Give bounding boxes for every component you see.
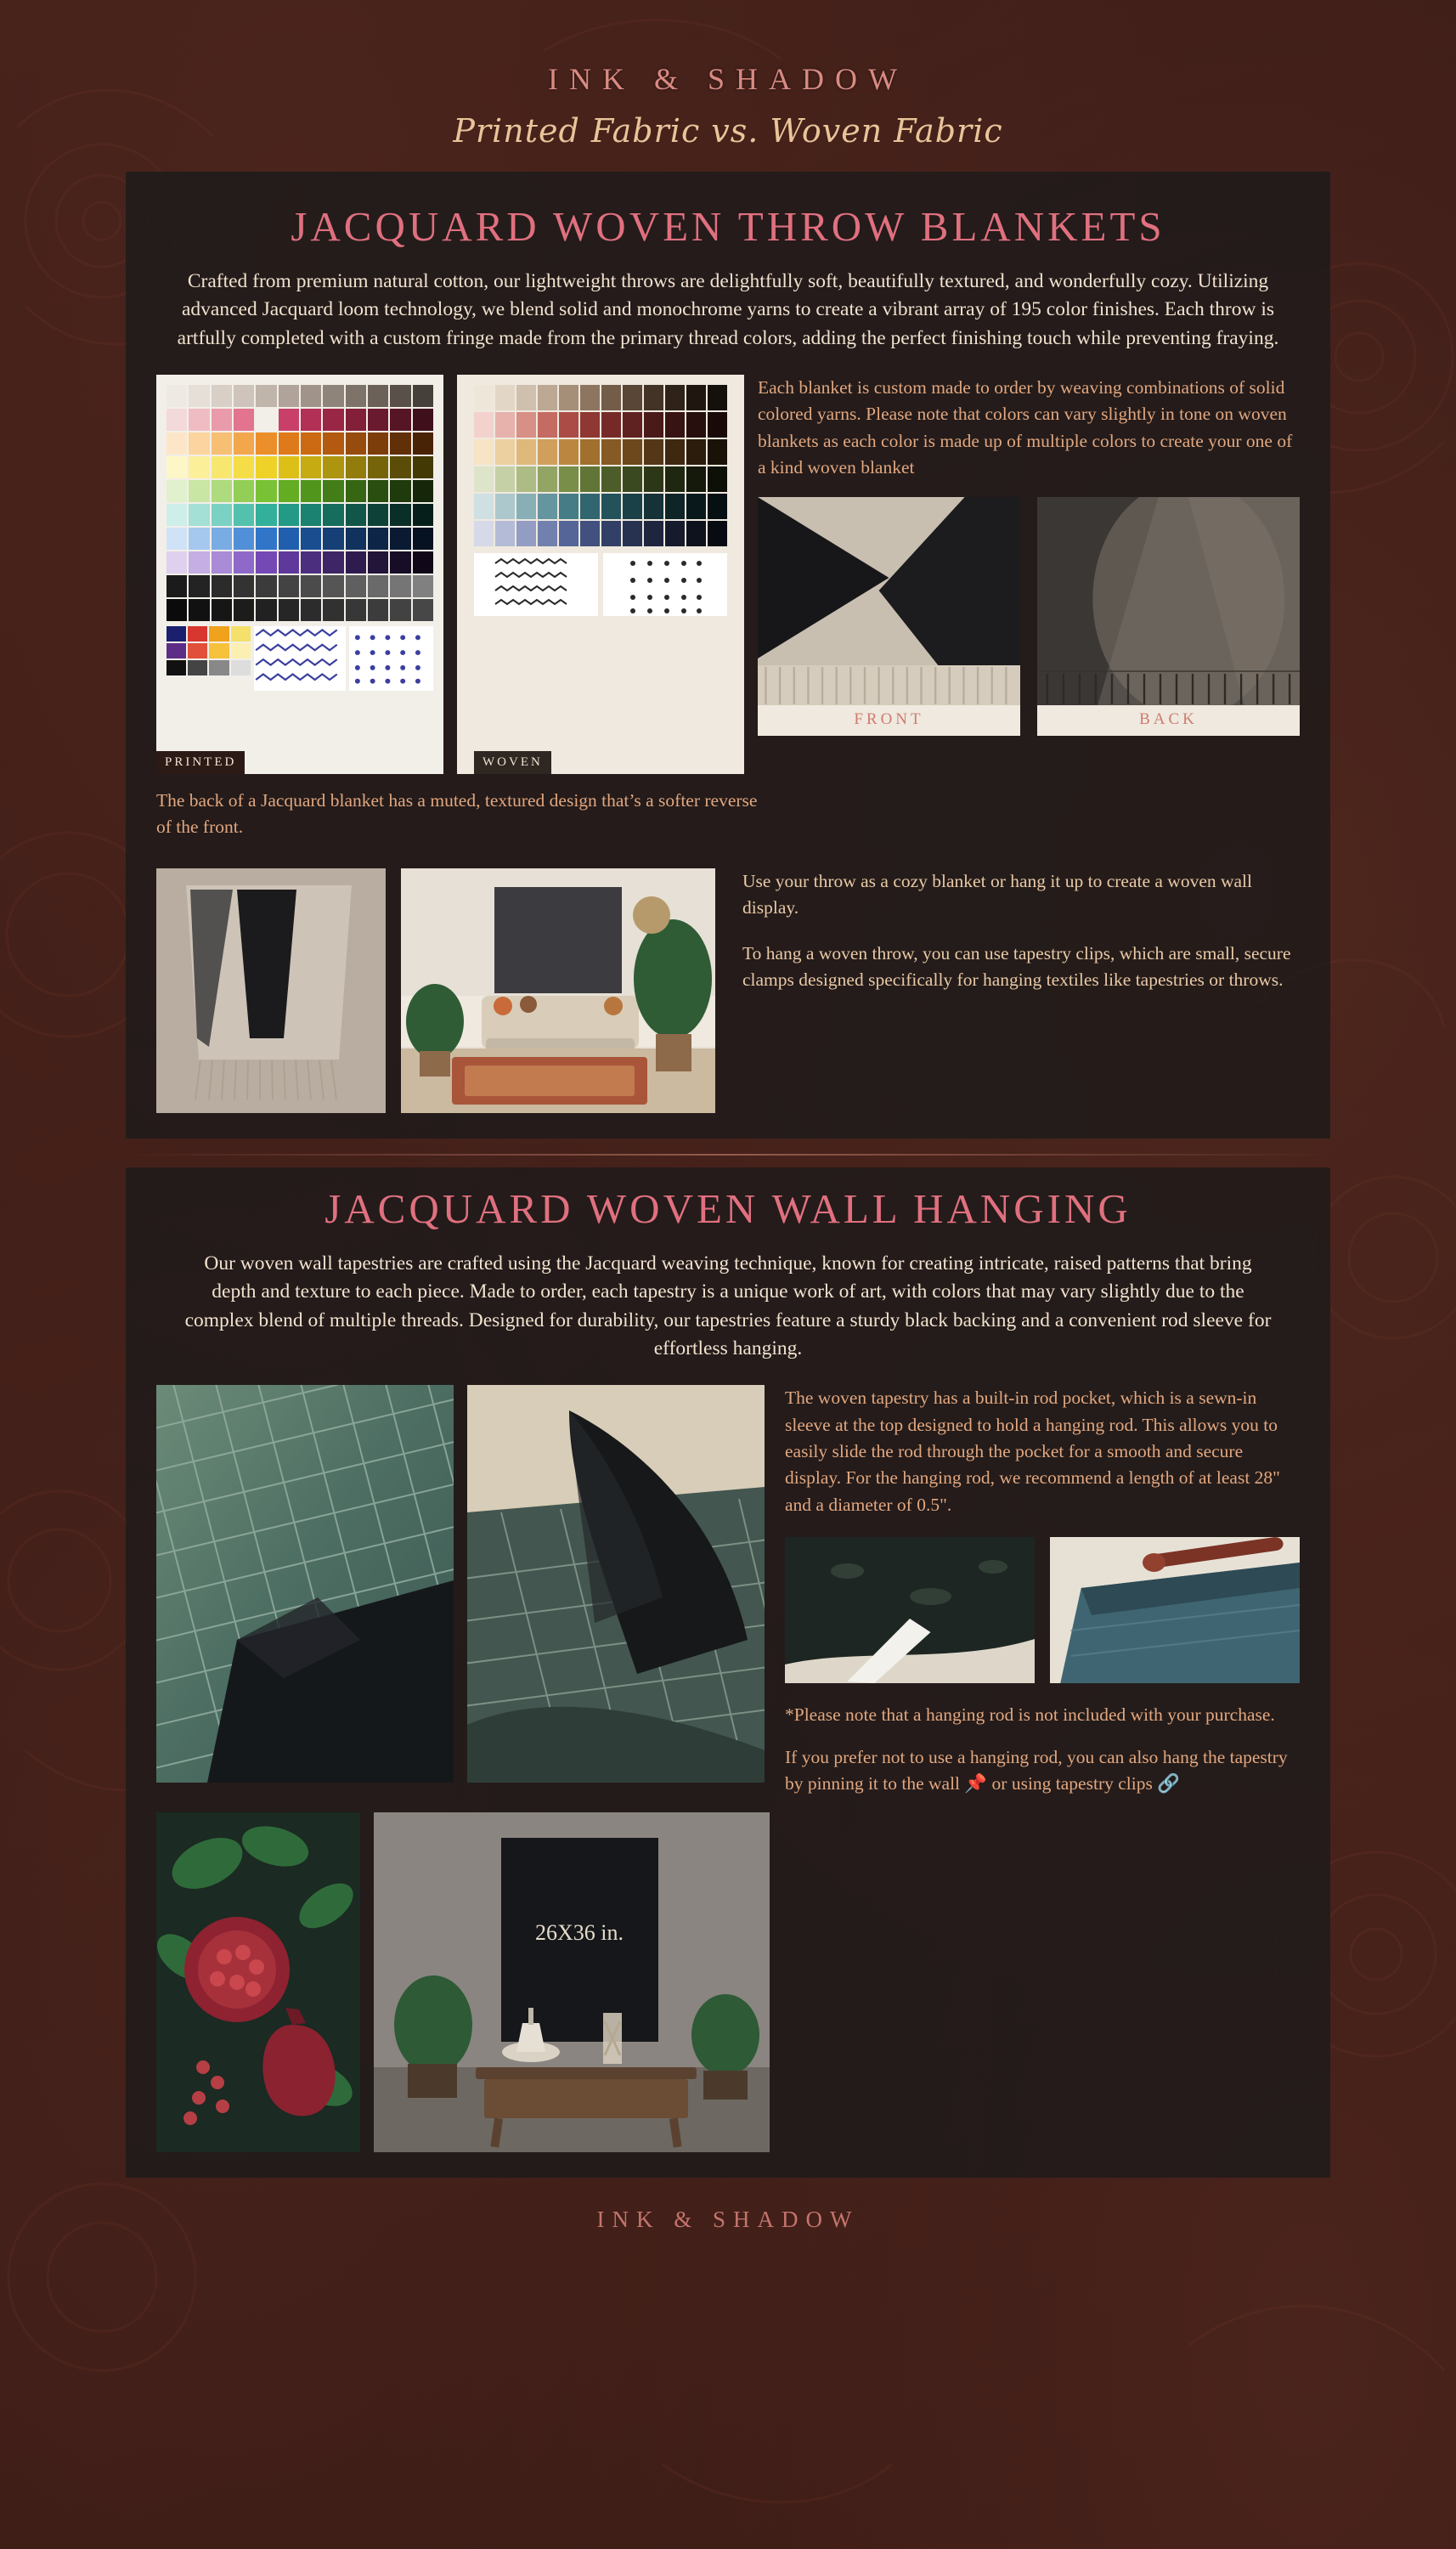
color-swatch [516,412,536,438]
color-swatch [166,528,187,550]
woven-swatch-label: WOVEN [474,751,551,774]
color-swatch [256,385,276,407]
color-swatch [665,385,685,410]
blanket-back-note: The back of a Jacquard blanket has a muted, textured design that’s a softer reverse of the front. [156,790,758,838]
color-swatch [189,385,209,407]
color-swatch [495,494,515,519]
color-swatch [623,466,642,492]
section1-intro-text: Crafted from premium natural cotton, our lightweight throws are delightfully soft, beautifully textured, and wonderfully cozy. Utilizing advanced Jacquard loom technology, we blend solid and monochrome yarns to create a vibrant array of 195 color finishes. Each throw is artfully completed with a custom fringe made from the primary thread colors, adding the perfect finishing touch while preventing fraying. [177,270,1279,349]
color-swatch [234,480,254,502]
color-swatch [413,504,433,526]
color-swatch [256,528,276,550]
color-swatch [601,521,621,546]
color-swatch [323,575,343,597]
color-swatch [495,466,515,492]
color-swatch [301,456,321,478]
section2-title: JACQUARD WOVEN WALL HANGING [324,1184,1132,1232]
woven-swatch-chart-image [457,375,744,774]
color-swatch [279,551,299,574]
color-swatch [644,385,663,410]
color-swatch [474,439,494,465]
color-swatch [346,551,366,574]
color-swatch [212,409,232,431]
pomegranate-tapestry-photo [156,1812,360,2152]
color-swatch [623,439,642,465]
color-swatch [390,575,410,597]
color-swatch [346,409,366,431]
color-swatch [323,432,343,455]
color-swatch [413,599,433,621]
color-swatch [212,551,232,574]
rod-disclaimer-note: *Please note that a hanging rod is not included with your purchase. [785,1704,1275,1726]
color-swatch [166,480,187,502]
color-swatch [644,412,663,438]
color-swatch [516,521,536,546]
color-swatch [413,409,433,431]
color-swatch [390,432,410,455]
color-swatch [686,412,706,438]
color-swatch [189,480,209,502]
color-swatch [390,528,410,550]
color-swatch [665,439,685,465]
color-swatch [212,575,232,597]
color-swatch [256,456,276,478]
color-swatch [559,466,578,492]
color-swatch [212,432,232,455]
color-swatch [166,551,187,574]
color-swatch [665,412,685,438]
color-swatch [234,456,254,478]
color-swatch [538,412,557,438]
color-swatch [474,521,494,546]
color-swatch [580,494,600,519]
color-swatch [413,385,433,407]
color-swatch [368,480,388,502]
color-swatch [346,385,366,407]
color-swatch [708,466,727,492]
color-swatch [323,480,343,502]
color-swatch [644,439,663,465]
color-swatch [212,599,232,621]
color-swatch [301,504,321,526]
color-swatch [212,528,232,550]
color-swatch [516,494,536,519]
color-swatch [580,466,600,492]
section-woven-wall-hanging [126,1167,1330,2178]
front-label: FRONT [758,705,1020,736]
color-swatch [346,504,366,526]
color-swatch [256,432,276,455]
color-swatch [516,439,536,465]
color-swatch [279,480,299,502]
tapestry-size-label: 26X36 in. [535,1920,624,1946]
color-swatch [368,432,388,455]
color-swatch [279,504,299,526]
color-swatch [665,494,685,519]
color-swatch [212,504,232,526]
color-swatch [368,456,388,478]
color-swatch [686,521,706,546]
color-swatch [368,528,388,550]
back-blanket-photo [1037,497,1300,736]
color-swatch [495,521,515,546]
color-swatch [279,575,299,597]
color-swatch [368,551,388,574]
color-swatch [256,504,276,526]
color-swatch [301,432,321,455]
color-swatch [495,439,515,465]
color-swatch [413,528,433,550]
color-swatch [279,432,299,455]
color-swatch [279,528,299,550]
section-divider [126,1154,1330,1156]
color-swatch [390,409,410,431]
color-swatch [301,528,321,550]
hanging-throw-photo [156,868,386,1113]
color-swatch [189,528,209,550]
color-swatch [368,504,388,526]
color-swatch [166,456,187,478]
color-swatch [279,599,299,621]
color-swatch [708,521,727,546]
color-swatch [189,504,209,526]
color-swatch [323,551,343,574]
color-swatch [189,575,209,597]
color-swatch [390,480,410,502]
color-swatch [474,385,494,410]
back-label: BACK [1037,705,1300,736]
color-swatch [474,494,494,519]
color-swatch [166,432,187,455]
color-swatch [346,599,366,621]
color-swatch [474,412,494,438]
color-swatch [301,599,321,621]
color-swatch [665,466,685,492]
color-swatch [559,412,578,438]
color-swatch [166,599,187,621]
color-swatch [189,409,209,431]
color-swatch [686,385,706,410]
color-swatch [256,575,276,597]
color-swatch [623,412,642,438]
color-swatch [708,412,727,438]
color-swatch [323,504,343,526]
color-swatch [346,528,366,550]
brand-title: INK & SHADOW [548,62,908,96]
color-swatch [538,385,557,410]
color-swatch [665,521,685,546]
color-swatch [390,599,410,621]
color-swatch [580,439,600,465]
color-swatch [212,480,232,502]
rod-sleeve-closeup-photo [785,1537,1035,1683]
color-swatch [368,385,388,407]
printed-swatch-label: PRINTED [156,751,245,774]
color-swatch [166,385,187,407]
custom-made-note: Each blanket is custom made to order by weaving combinations of solid colored yarns. Please note that colors can vary slightly in tone on woven blankets as each color is made up of multiple colors to create your one of a kind woven blanket [758,377,1293,478]
color-swatch [686,439,706,465]
color-swatch [234,409,254,431]
color-swatch [538,494,557,519]
section2-intro-text: Our woven wall tapestries are crafted using the Jacquard weaving technique, known for creating intricate, raised patterns that bring depth and texture to each piece. Made to order, each tapestry is a unique work of art, with colors that may vary slightly due to the complex blend of multiple threads. Designed for durability, our tapestries feature a sturdy black backing and a convenient rod sleeve for effortless hanging. [184,1252,1272,1359]
color-swatch [495,385,515,410]
color-swatch [346,456,366,478]
color-swatch [323,599,343,621]
color-swatch [301,385,321,407]
color-swatch [323,528,343,550]
color-swatch [256,480,276,502]
hang-note-primary: Use your throw as a cozy blanket or hang it up to create a woven wall display. [742,870,1253,918]
color-swatch [234,385,254,407]
color-swatch [708,494,727,519]
color-swatch [279,385,299,407]
color-swatch [559,385,578,410]
color-swatch [189,599,209,621]
color-swatch [234,528,254,550]
color-swatch [256,599,276,621]
color-swatch [559,439,578,465]
color-swatch [390,456,410,478]
color-swatch [346,480,366,502]
color-swatch [580,412,600,438]
color-swatch [301,551,321,574]
color-swatch [390,504,410,526]
color-swatch [166,504,187,526]
color-swatch [413,432,433,455]
tapestry-grid-closeup-photo [156,1385,454,1783]
color-swatch [234,504,254,526]
color-swatch [538,439,557,465]
color-swatch [368,409,388,431]
living-room-display-photo [401,868,715,1113]
color-swatch [323,409,343,431]
color-swatch [686,466,706,492]
page-subtitle: Printed Fabric vs. Woven Fabric [453,112,1003,150]
color-swatch [368,599,388,621]
color-swatch [189,432,209,455]
color-swatch [413,551,433,574]
color-swatch [474,466,494,492]
rod-pocket-note: The woven tapestry has a built-in rod pocket, which is a sewn-in sleeve at the top designed to hold a hanging rod. This allows you to easily slide the rod through the pocket for a smooth and secure display. For the hanging rod, we recommend a length of at least 28" and a diameter of 0.5". [785,1388,1280,1515]
color-swatch [212,385,232,407]
color-swatch [538,466,557,492]
hang-note-clips: To hang a woven throw, you can use tapestry clips, which are small, secure clamps designed specifically for hanging textiles like tapestries or throws. [742,942,1291,990]
color-swatch [256,409,276,431]
rod-inserted-photo [1050,1537,1300,1683]
tapestry-backing-photo [467,1385,765,1783]
pin-or-clips-note: If you prefer not to use a hanging rod, you can also hang the tapestry by pinning it to the wall 📌 or using tapestry clips 🔗 [785,1746,1288,1794]
color-swatch [256,551,276,574]
color-swatch [301,480,321,502]
color-swatch [601,466,621,492]
color-swatch [413,456,433,478]
color-swatch [623,385,642,410]
printed-swatch-chart-image [156,375,443,774]
color-swatch [301,409,321,431]
wall-size-display-photo [374,1812,770,2152]
color-swatch [323,385,343,407]
section1-title: JACQUARD WOVEN THROW BLANKETS [291,203,1165,250]
color-swatch [368,575,388,597]
color-swatch [189,456,209,478]
color-swatch [390,385,410,407]
color-swatch [413,480,433,502]
color-swatch [279,409,299,431]
color-swatch [346,575,366,597]
color-swatch [234,575,254,597]
color-swatch [686,494,706,519]
color-swatch [623,521,642,546]
color-swatch [644,494,663,519]
color-swatch [234,599,254,621]
color-swatch [413,575,433,597]
front-blanket-photo [758,497,1020,736]
color-swatch [580,385,600,410]
color-swatch [495,412,515,438]
color-swatch [212,456,232,478]
color-swatch [234,432,254,455]
color-swatch [601,494,621,519]
color-swatch [601,439,621,465]
color-swatch [708,385,727,410]
color-swatch [580,521,600,546]
color-swatch [166,409,187,431]
color-swatch [601,385,621,410]
color-swatch [559,521,578,546]
color-swatch [166,575,187,597]
color-swatch [301,575,321,597]
color-swatch [323,456,343,478]
color-swatch [346,432,366,455]
footer-brand: INK & SHADOW [596,2207,860,2233]
color-swatch [189,551,209,574]
section-woven-throw-blankets [126,172,1330,1139]
color-swatch [559,494,578,519]
color-swatch [623,494,642,519]
color-swatch [708,439,727,465]
color-swatch [644,521,663,546]
color-swatch [644,466,663,492]
color-swatch [390,551,410,574]
color-swatch [279,456,299,478]
color-swatch [516,466,536,492]
color-swatch [516,385,536,410]
color-swatch [538,521,557,546]
color-swatch [601,412,621,438]
color-swatch [234,551,254,574]
